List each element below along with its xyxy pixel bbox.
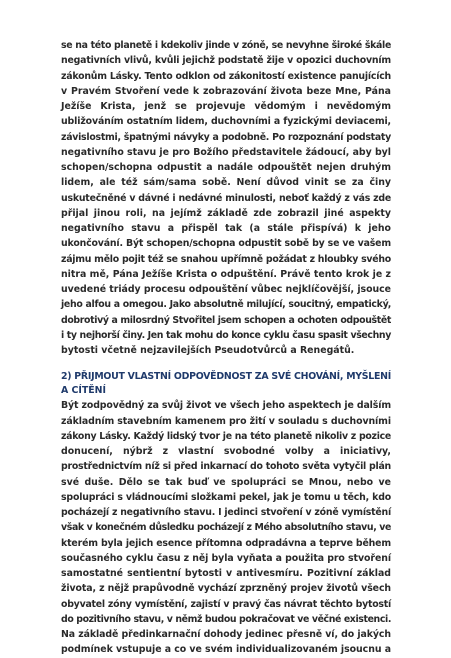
paragraph-responsibility-line: života, z nějž prapůvodně vychází zprzněný projev životů všech [61, 583, 391, 595]
paragraph-responsibility-line: současného cyklu času z něj byla vyňata a použita pro stvoření [61, 552, 391, 564]
paragraph-responsibility [61, 398, 391, 657]
paragraph-forgiveness-line: závislostmi, špatnými návyky a podobně. Po rozpoznání podstaty [61, 131, 391, 143]
paragraph-forgiveness-line: zákonům Lásky. Tento odklon od zákonitostí existence panujících [61, 70, 391, 82]
paragraph-forgiveness-line: uvedené triády procesu odpouštění vůbec nejklíčovější, jsouce [61, 284, 391, 295]
paragraph-responsibility-line: spolupráci s vládnoucími složkami pekel, jak je tomu u těch, kdo [61, 491, 391, 503]
paragraph-responsibility-line: Být zodpovědný za svůj život ve všech jeho aspektech je dalším [61, 400, 391, 412]
paragraph-responsibility-line: donucení, nýbrž z vlastní svobodné volby a iniciativy, [61, 446, 391, 457]
paragraph-forgiveness-line: nitra mě, Pána Ježíše Krista o odpuštění. Právě tento krok je z [61, 268, 391, 280]
paragraph-responsibility-line: své duše. Dělo se tak buď ve spolupráci se Mnou, nebo ve [61, 476, 391, 488]
paragraph-forgiveness-line: negativních vlivů, kvůli jejichž podstatě žije v opozici duchovním [61, 55, 391, 67]
paragraph-forgiveness-line: bytosti včetně nejzavilejších Pseudotvůrců a Renegátů. [61, 345, 355, 356]
section-heading [61, 370, 391, 398]
paragraph-forgiveness-line: jeho alfou a omegou. Jako absolutně milující, soucitný, empatický, [61, 299, 391, 311]
paragraph-forgiveness-line: v Pravém Stvoření vede k zobrazování života beze Mne, Pána [61, 85, 391, 97]
paragraph-forgiveness-line: negativního stavu a přispěl tak (a stále přispívá) k jeho [61, 223, 391, 234]
paragraph-forgiveness-line: negativního stavu je pro Božího představitele žádoucí, aby byl [61, 146, 391, 158]
paragraph-responsibility-line: prostřednictvím níž si před inkarnací do tohoto světa vytyčil plán [61, 461, 391, 473]
paragraph-responsibility-line: pocházejí z negativního stavu. I jedinci stvoření v zóně vymístění [61, 507, 391, 518]
paragraph-responsibility-line: do pozitivního stavu, v němž budou pokračovat ve věčné existenci. [61, 613, 391, 625]
paragraph-forgiveness-line: se na této planetě i kdekoliv jinde v zóně, se nevyhne široké škále [61, 40, 391, 51]
paragraph-forgiveness-line: ubližováním ostatním lidem, duchovními a fyzickými deviacemi, [61, 116, 391, 128]
paragraph-forgiveness-line: Ježíše Krista, jenž se projevuje vědomým i nevědomým [61, 101, 391, 112]
paragraph-responsibility-line: základním stavebním kamenem pro žití v souladu s duchovními [61, 415, 391, 427]
paragraph-responsibility-line: podmínek vstupuje a co ve svém individualizovaném jsoucnu a [61, 644, 391, 656]
paragraph-forgiveness-line: ukončování. Být schopen/schopna odpustit sobě by se ve vašem [61, 238, 391, 250]
paragraph-forgiveness-line: dobrotivý a milosrdný Stvořitel jsem schopen a ochoten odpouštět [61, 314, 391, 326]
paragraph-responsibility-line: zákony Lásky. Každý lidský tvor je na této planetě nikoliv z pozice [61, 430, 391, 442]
paragraph-forgiveness [61, 38, 391, 358]
paragraph-forgiveness-line: uskutečněné v dávné i nedávné minulosti, neboť každý z vás zde [61, 192, 391, 204]
paragraph-forgiveness-line: i ty nejhorší činy. Jen tak mohu do konce cyklu času spasit všechny [61, 329, 391, 341]
section-heading-line: A CÍTĚNÍ [61, 385, 107, 397]
paragraph-responsibility-line: obyvatel zóny vymístění, zajistí v pravý čas návrat těchto bytostí [61, 598, 391, 610]
paragraph-forgiveness-line: přijal jinou roli, na jejímž základě zde zobrazil jiné aspekty [61, 207, 391, 219]
paragraph-responsibility-line: Na základě předinkarnační dohody jedinec přesně ví, do jakých [61, 629, 391, 640]
paragraph-forgiveness-line: lidem, ale též sám/sama sobě. Není důvod vinit se za činy [61, 177, 391, 189]
section-heading-line: 2) PŘIJMOUT VLASTNÍ ODPOVĚDNOST ZA SVÉ CHOVÁNÍ, MYŠLENÍ [61, 371, 391, 383]
paragraph-responsibility-line: samostatné sentientní bytosti v antivesmíru. Pozitivní základ [61, 568, 391, 579]
paragraph-forgiveness-line: zájmu mělo pojit též se snahou upřímně požádat z hloubky svého [61, 253, 391, 265]
paragraph-responsibility-line: však v konečném důsledku pocházejí z Mého absolutního stavu, ve [61, 522, 391, 534]
paragraph-forgiveness-line: schopen/schopna odpustit a nadále odpouštět nejen druhým [61, 162, 391, 173]
paragraph-responsibility-line: kterém byla jejich esence přítomna odpradávna a teprve během [61, 537, 391, 549]
